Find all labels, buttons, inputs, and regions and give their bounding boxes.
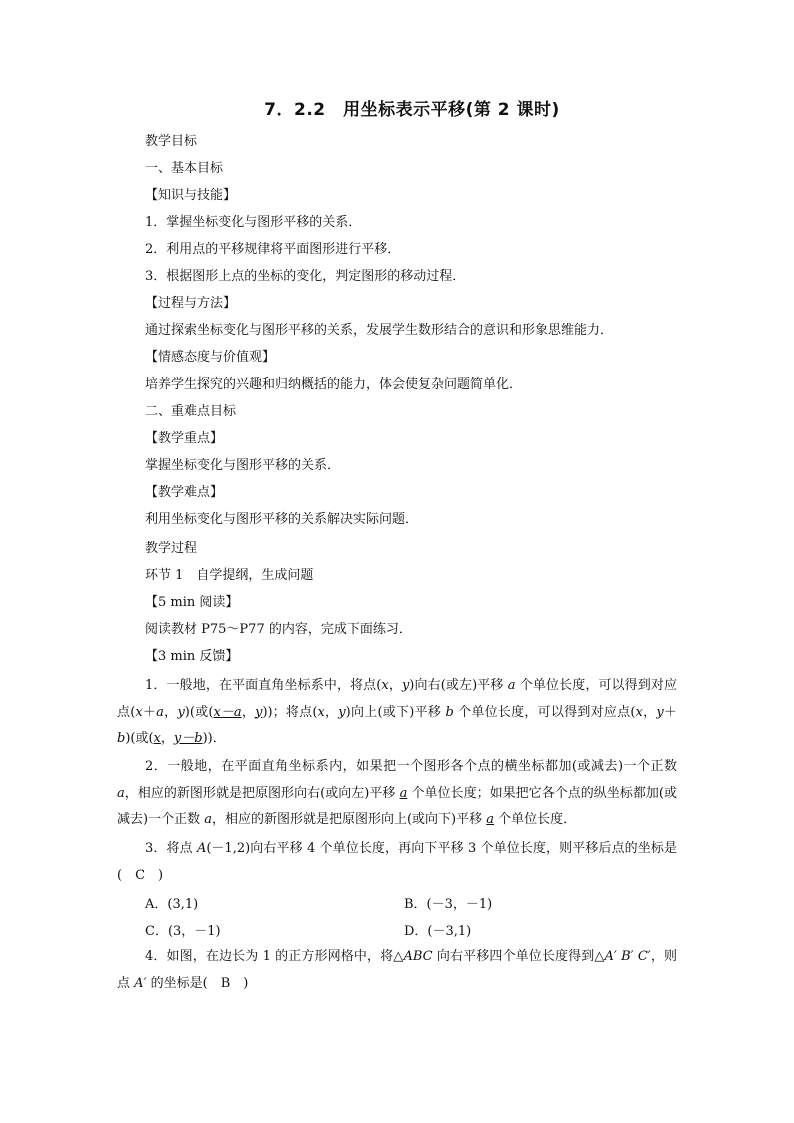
process-method-heading: 【过程与方法】 bbox=[145, 296, 237, 311]
option-d: D．(－3,1) bbox=[404, 924, 472, 939]
answer-blank: a bbox=[486, 812, 495, 827]
knowledge-skill-heading: 【知识与技能】 bbox=[145, 188, 237, 203]
question-2: 2．一般地，在平面直角坐标系内，如果把一个图形各个点的横坐标都加(或减去)一个正数 a，相应的新图形就是把原图形向右(或向左)平移 a 个单位长度；如果把它各个点的纵坐标都加(或减去)一个正数 a，相应的新图形就是把原图形向上(或向下)平移 a 个单位长度． bbox=[117, 759, 677, 827]
knowledge-item-2: 2．利用点的平移规律将平面图形进行平移． bbox=[145, 242, 401, 257]
feedback3-heading: 【3 min 反馈】 bbox=[145, 649, 239, 664]
key-point-text: 掌握坐标变化与图形平移的关系． bbox=[145, 458, 341, 473]
answer-blank: x－a bbox=[213, 704, 242, 720]
emotion-heading: 【情感态度与价值观】 bbox=[145, 350, 276, 365]
question-4: 4．如图，在边长为 1 的正方形网格中，将△ABC 向右平移四个单位长度得到△A′ B′ C′，则点 A′ 的坐标是( B ) bbox=[117, 949, 677, 991]
read-text: 阅读教材 P75～P77 的内容，完成下面练习． bbox=[145, 622, 412, 637]
option-a: A．(3,1) bbox=[145, 897, 199, 912]
question-3: 3．将点 A(－1,2)向右平移 4 个单位长度，再向下平移 3 个单位长度，则平移后点的坐标是( C ) bbox=[117, 841, 678, 883]
page-title: 7．2.2 用坐标表示平移(第 2 课时) bbox=[264, 100, 560, 120]
difficulty-heading: 【教学难点】 bbox=[145, 485, 224, 500]
key-point-heading: 【教学重点】 bbox=[145, 431, 224, 446]
read5-heading: 【5 min 阅读】 bbox=[145, 595, 239, 610]
knowledge-item-1: 1．掌握坐标变化与图形平移的关系． bbox=[145, 215, 362, 230]
option-b: B．(－3，－1) bbox=[404, 897, 493, 912]
basic-goals-heading: 一、基本目标 bbox=[145, 161, 224, 176]
process-method-text: 通过探索坐标变化与图形平移的关系，发展学生数形结合的意识和形象思维能力． bbox=[145, 323, 614, 338]
answer-blank: a bbox=[399, 785, 408, 801]
process-heading: 教学过程 bbox=[145, 541, 198, 556]
answer-blank: y bbox=[255, 704, 263, 720]
key-goals-heading: 二、重难点目标 bbox=[145, 404, 237, 419]
answer-blank: y－b bbox=[173, 731, 203, 746]
answer-blank: x bbox=[153, 731, 161, 746]
step1-heading: 环节 1 自学提纲，生成问题 bbox=[145, 568, 314, 583]
option-c: C．(3，－1) bbox=[145, 924, 221, 939]
knowledge-item-3: 3．根据图形上点的坐标的变化，判定图形的移动过程． bbox=[145, 269, 466, 284]
question-1: 1．一般地，在平面直角坐标系中，将点(x，y)向右(或左)平移 a 个单位长度，可以得到对应点(x＋a，y)(或(x－a，y))；将点(x，y)向上(或下)平移 b 个单位长度，可以得到对应点(x，y＋b)(或(x，y－b))． bbox=[117, 678, 677, 746]
goals-heading: 教学目标 bbox=[145, 134, 198, 149]
emotion-text: 培养学生探究的兴趣和归纳概括的能力，体会使复杂问题简单化． bbox=[145, 377, 523, 392]
difficulty-text: 利用坐标变化与图形平移的关系解决实际问题． bbox=[145, 512, 419, 527]
